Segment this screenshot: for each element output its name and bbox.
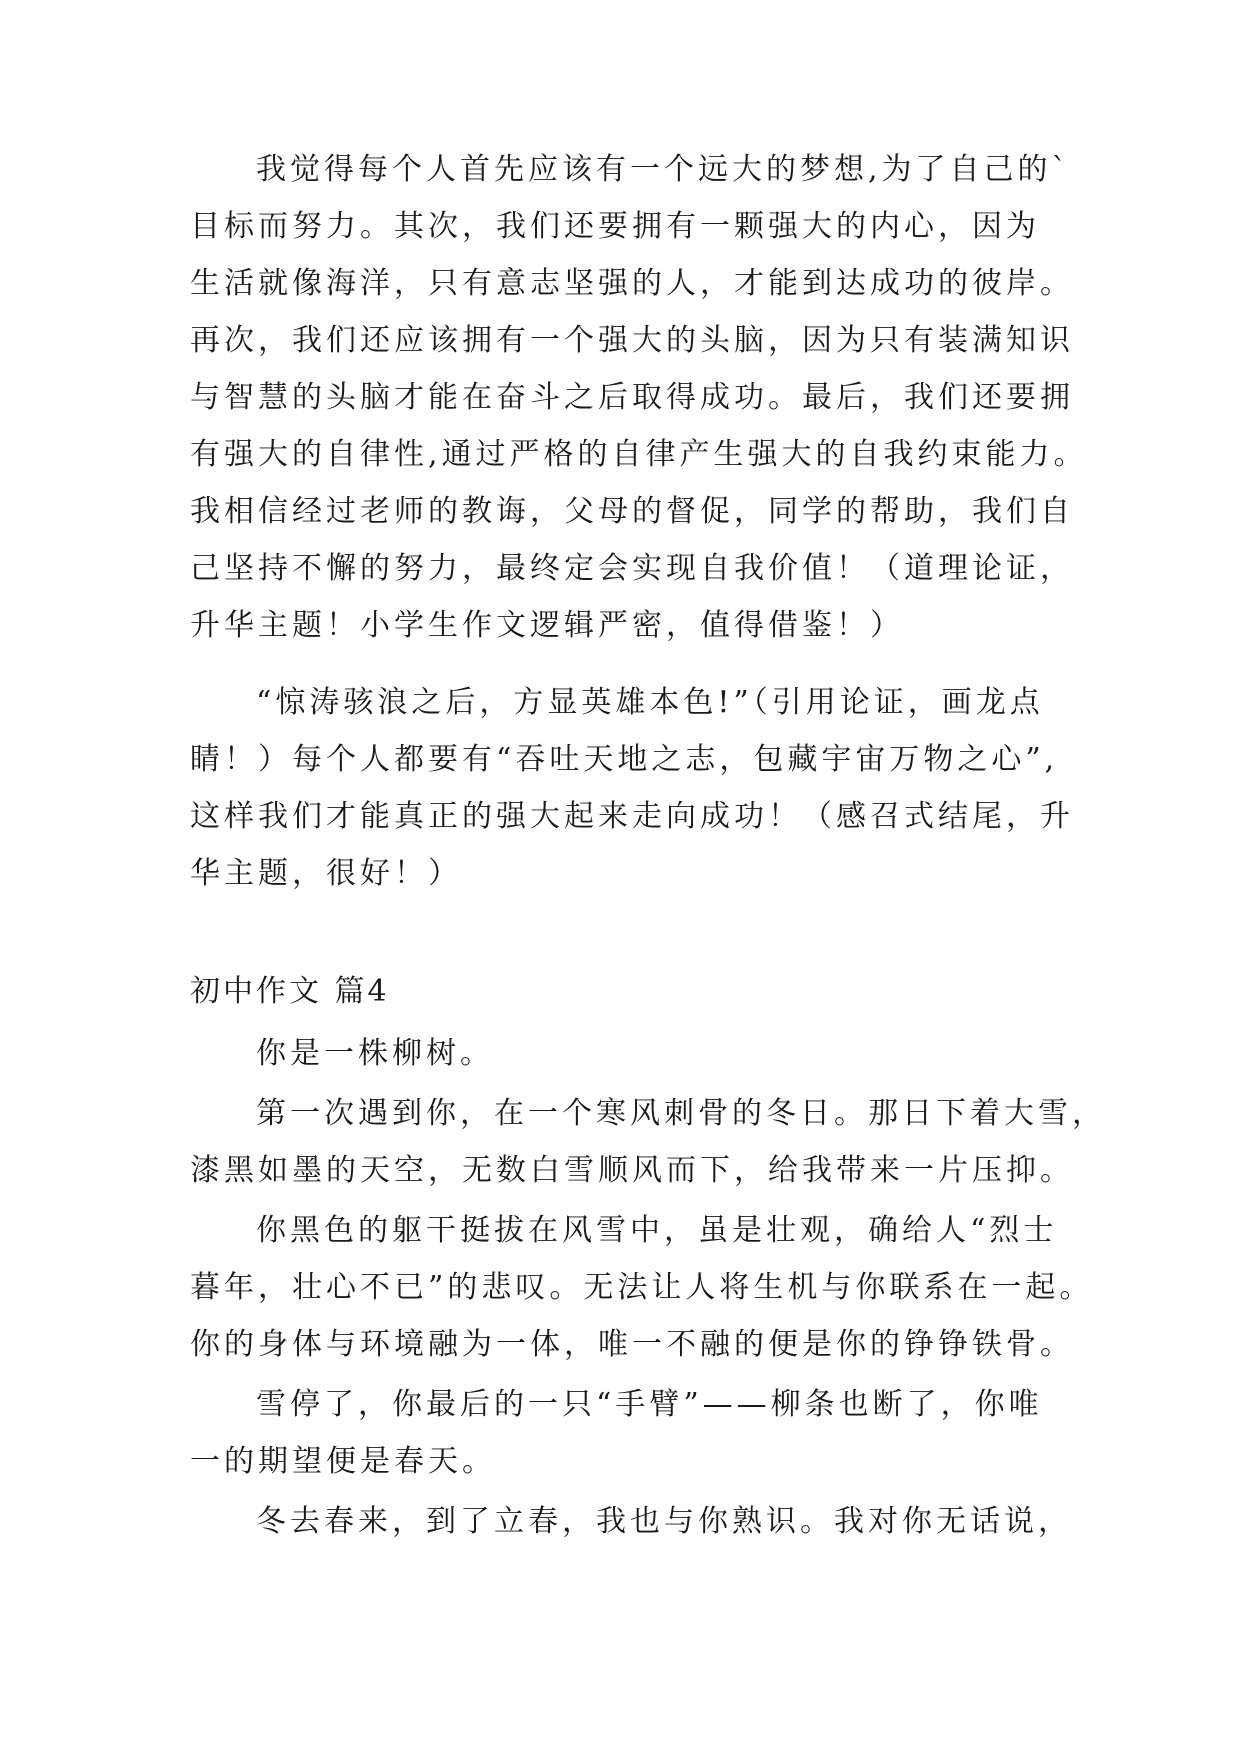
text-line: 第一次遇到你，在一个寒风刺骨的冬日。那日下着大雪， [256, 1096, 1106, 1131]
text-line: 漆黑如墨的天空，无数白雪顺风而下，给我带来一片压抑。 [190, 1153, 1074, 1188]
text-line: 我相信经过老师的教诲，父母的督促，同学的帮助，我们自 [190, 494, 1074, 529]
text-line: 你是一株柳树。 [256, 1036, 494, 1071]
text-line: 你的身体与环境融为一体，唯一不融的便是你的铮铮铁骨。 [190, 1327, 1074, 1362]
text-line: 这样我们才能真正的强大起来走向成功！（感召式结尾，升 [190, 799, 1074, 834]
text-line: 己坚持不懈的努力，最终定会实现自我价值！（道理论证， [190, 551, 1074, 586]
text-line: 与智慧的头脑才能在奋斗之后取得成功。最后，我们还要拥 [190, 380, 1074, 415]
text-line: 冬去春来，到了立春，我也与你熟识。我对你无话说， [256, 1504, 1072, 1539]
text-line: 睛！）每个人都要有“吞吐天地之志，包藏宇宙万物之心”, [190, 742, 1059, 777]
text-line: 我觉得每个人首先应该有一个远大的梦想,为了自己的` [256, 152, 1071, 187]
text-line: 雪停了，你最后的一只“手臂”——柳条也断了，你唯 [256, 1387, 1043, 1422]
text-line: 一的期望便是春天。 [190, 1444, 496, 1479]
text-line: 目标而努力。其次，我们还要拥有一颗强大的内心，因为 [190, 209, 1040, 244]
text-line: 升华主题！小学生作文逻辑严密，值得借鉴！） [190, 608, 904, 643]
section-heading: 初中作文 篇4 [190, 974, 390, 1009]
text-line: 华主题，很好！） [190, 856, 462, 891]
text-line: 有强大的自律性,通过严格的自律产生强大的自我约束能力。 [190, 437, 1088, 472]
text-line: 你黑色的躯干挺拔在风雪中，虽是壮观，确给人“烈士 [256, 1213, 1058, 1248]
text-line: 暮年，壮心不已”的悲叹。无法让人将生机与你联系在一起。 [190, 1270, 1094, 1305]
text-line: 生活就像海洋，只有意志坚强的人，才能到达成功的彼岸。 [190, 266, 1074, 301]
text-line: 再次，我们还应该拥有一个强大的头脑，因为只有装满知识 [190, 323, 1074, 358]
text-line: “惊涛骇浪之后，方显英雄本色!”（引用论证，画龙点 [256, 685, 1044, 720]
